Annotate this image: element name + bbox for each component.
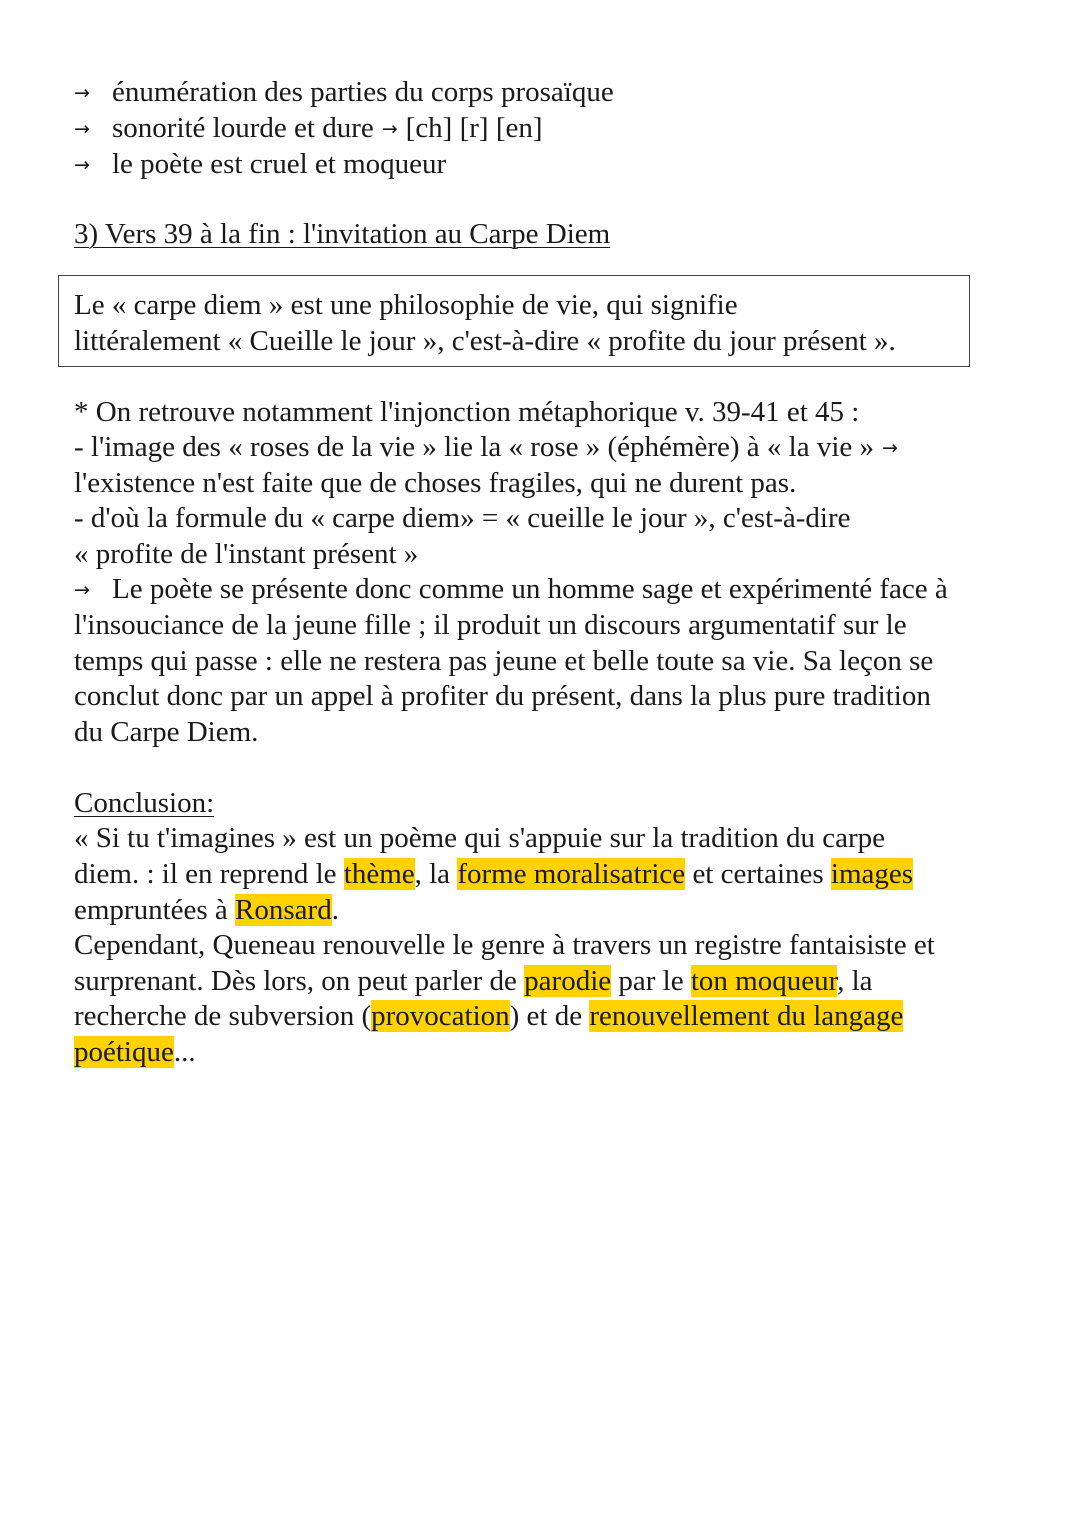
analysis-p1: Le poète se présente donc comme un homme sage et expérimenté face à — [112, 573, 948, 605]
analysis-roses — [74, 429, 906, 466]
bullet-text: sonorité lourde et dure — [112, 112, 374, 144]
arrow-icon: → — [882, 437, 898, 459]
analysis-p2: l'insouciance de la jeune fille ; il produit un discours argumentatif sur le — [74, 609, 907, 641]
analysis-intro: * On retrouve notamment l'injonction métaphorique v. 39-41 et 45 : — [74, 396, 860, 428]
highlight-parodie: parodie — [524, 965, 612, 997]
analysis-formula-cont: « profite de l'instant présent » — [74, 538, 419, 570]
conclusion-line-4: Cependant, Queneau renouvelle le genre à travers un registre fantaisiste et — [74, 929, 935, 961]
text-span: , la — [414, 858, 458, 890]
analysis-formula: - d'où la formule du « carpe diem» = « cueille le jour », c'est-à-dire — [74, 502, 851, 534]
conclusion-line-7 — [74, 1034, 196, 1070]
text-span: surprenant. Dès lors, on peut parler de — [74, 965, 525, 997]
conclusion-heading: Conclusion: — [74, 787, 215, 819]
bullet-text: énumération des parties du corps prosaïque — [112, 76, 614, 108]
text-span: diem. : il en reprend le — [74, 858, 344, 890]
analysis-p4: conclut donc par un appel à profiter du présent, dans la plus pure tradition — [74, 680, 931, 712]
arrow-icon: → — [381, 118, 398, 140]
arrow-icon: → — [74, 154, 90, 176]
highlight-ton-moqueur: ton moqueur — [690, 965, 838, 997]
analysis-conclusion-line-1 — [74, 571, 948, 608]
highlight-poetique: poétique — [74, 1036, 174, 1068]
analysis-p3: temps qui passe : elle ne restera pas jeune et belle toute sa vie. Sa leçon se — [74, 645, 934, 677]
arrow-icon: → — [74, 579, 90, 601]
text-span: ... — [173, 1036, 196, 1068]
text-span: et certaines — [685, 858, 831, 890]
conclusion-line-2 — [74, 856, 913, 892]
bullet-poete — [74, 146, 446, 183]
text-span: empruntées à — [74, 894, 236, 926]
conclusion-line-5 — [74, 963, 873, 999]
arrow-icon: → — [74, 118, 90, 140]
text-span: , la — [837, 965, 873, 997]
bullet-sonorite — [74, 110, 543, 147]
analysis-p5: du Carpe Diem. — [74, 716, 259, 748]
bullet-text: le poète est cruel et moqueur — [112, 148, 447, 180]
text-span: . — [331, 894, 339, 926]
highlight-forme: forme moralisatrice — [457, 858, 686, 890]
highlight-provocation: provocation — [371, 1000, 510, 1032]
highlight-theme: thème — [343, 858, 415, 890]
text-span: par le — [611, 965, 691, 997]
text-span: ) et de — [509, 1000, 590, 1032]
text-span: recherche de subversion ( — [74, 1000, 372, 1032]
highlight-images: images — [830, 858, 914, 890]
bullet-sounds: [ch] [r] [en] — [405, 112, 543, 144]
bullet-enumeration — [74, 74, 614, 111]
definition-line-1: Le « carpe diem » est une philosophie de vie, qui signifie — [74, 289, 738, 321]
roses-text: - l'image des « roses de la vie » lie la « rose » (éphémère) à « la vie » — [74, 431, 875, 463]
conclusion-line-6 — [74, 998, 903, 1034]
analysis-roses-cont: l'existence n'est faite que de choses fragiles, qui ne durent pas. — [74, 467, 797, 499]
conclusion-line-3 — [74, 892, 339, 928]
section-heading: 3) Vers 39 à la fin : l'invitation au Carpe Diem — [74, 218, 611, 250]
definition-line-2: littéralement « Cueille le jour », c'est-à-dire « profite du jour présent ». — [74, 325, 896, 357]
conclusion-line-1: « Si tu t'imagines » est un poème qui s'appuie sur la tradition du carpe — [74, 822, 886, 854]
arrow-icon: → — [74, 82, 90, 104]
highlight-ronsard: Ronsard — [235, 894, 332, 926]
highlight-renouvellement: renouvellement du langage — [589, 1000, 904, 1032]
